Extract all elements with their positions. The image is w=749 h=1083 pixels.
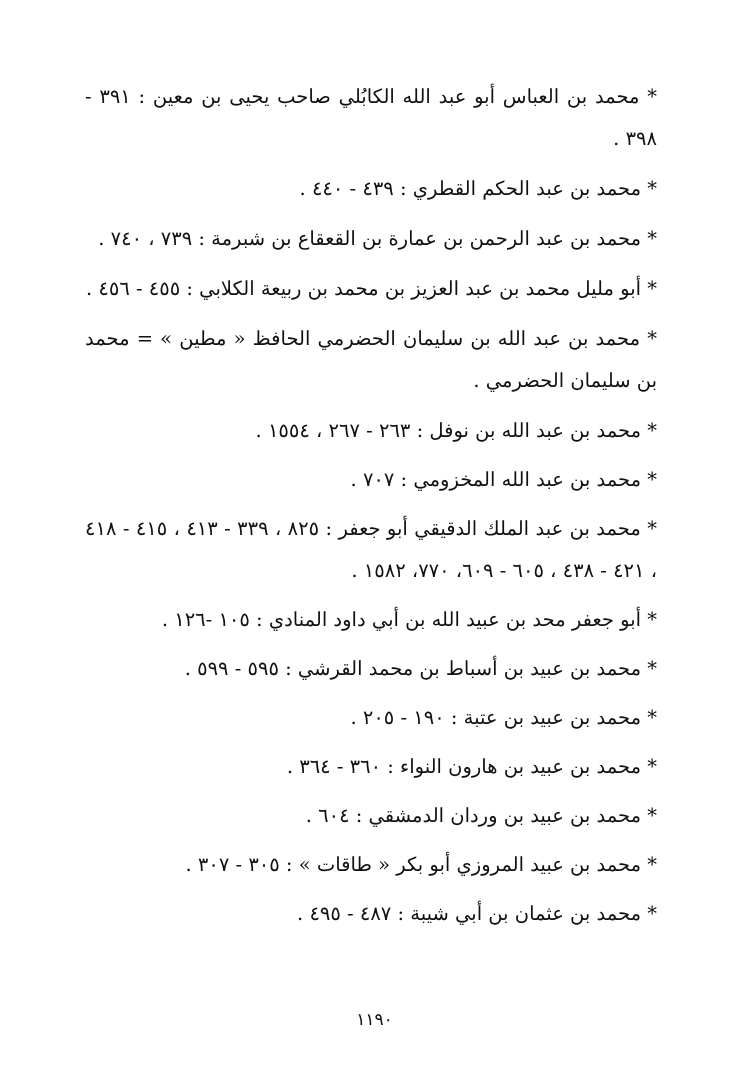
index-entries: [85, 76, 657, 942]
index-entry: * محمد بن العباس أبو عبد الله الكابُلي صاحب يحيى بن معين : ٣٩١ - ٣٩٨ .: [85, 85, 657, 150]
index-entry: * محمد بن عبيد بن هارون النواء : ٣٦٠ - ٣٦٤ .: [286, 755, 657, 778]
index-entry: * محمد بن عبد الله المخزومي : ٧٠٧ .: [350, 468, 657, 491]
index-entry: * محمد بن عبد الحكم القطري : ٤٣٩ - ٤٤٠ .: [299, 177, 657, 200]
index-entry: * أبو مليل محمد بن عبد العزيز بن محمد بن ربيعة الكلابي : ٤٥٥ - ٤٥٦ .: [85, 277, 657, 300]
index-entry: * محمد بن عبيد بن أسباط بن محمد القرشي : ٥٩٥ - ٥٩٩ .: [184, 657, 657, 680]
index-entry: * محمد بن عبيد بن عتبة : ١٩٠ - ٢٠٥ .: [350, 706, 657, 729]
index-entry: * محمد بن عثمان بن أبي شيبة : ٤٨٧ - ٤٩٥ .: [297, 902, 657, 925]
index-entry: * محمد بن عبيد المروزي أبو بكر « طاقات » : ٣٠٥ - ٣٠٧ .: [185, 853, 657, 876]
index-entry: * محمد بن عبد الرحمن بن عمارة بن القعقاع بن شبرمة : ٧٣٩ ، ٧٤٠ .: [98, 227, 657, 250]
index-entry: * أبو جعفر محد بن عبيد الله بن أبي داود المنادي : ١٠٥ -١٢٦ .: [161, 608, 657, 631]
index-entry: * محمد بن عبد الله بن سليمان الحضرمي الحافظ « مطين » = محمد بن سليمان الحضرمي .: [85, 327, 657, 392]
index-entry: * محمد بن عبيد بن وردان الدمشقي : ٦٠٤ .: [305, 804, 657, 827]
index-entry: * محمد بن عبد الملك الدقيقي أبو جعفر : ٨٢٥ ، ٣٣٩ - ٤١٣ ، ٤١٥ - ٤١٨ ، ٤٢١ - ٤٣٨ ، ٦٠٥ - ٦٠٩، ٧٧٠، ١٥٨٢ .: [85, 517, 657, 582]
index-entry: * محمد بن عبد الله بن نوفل : ٢٦٣ - ٢٦٧ ، ١٥٥٤ .: [255, 419, 657, 442]
page-number: ١١٩٠: [356, 1010, 393, 1030]
